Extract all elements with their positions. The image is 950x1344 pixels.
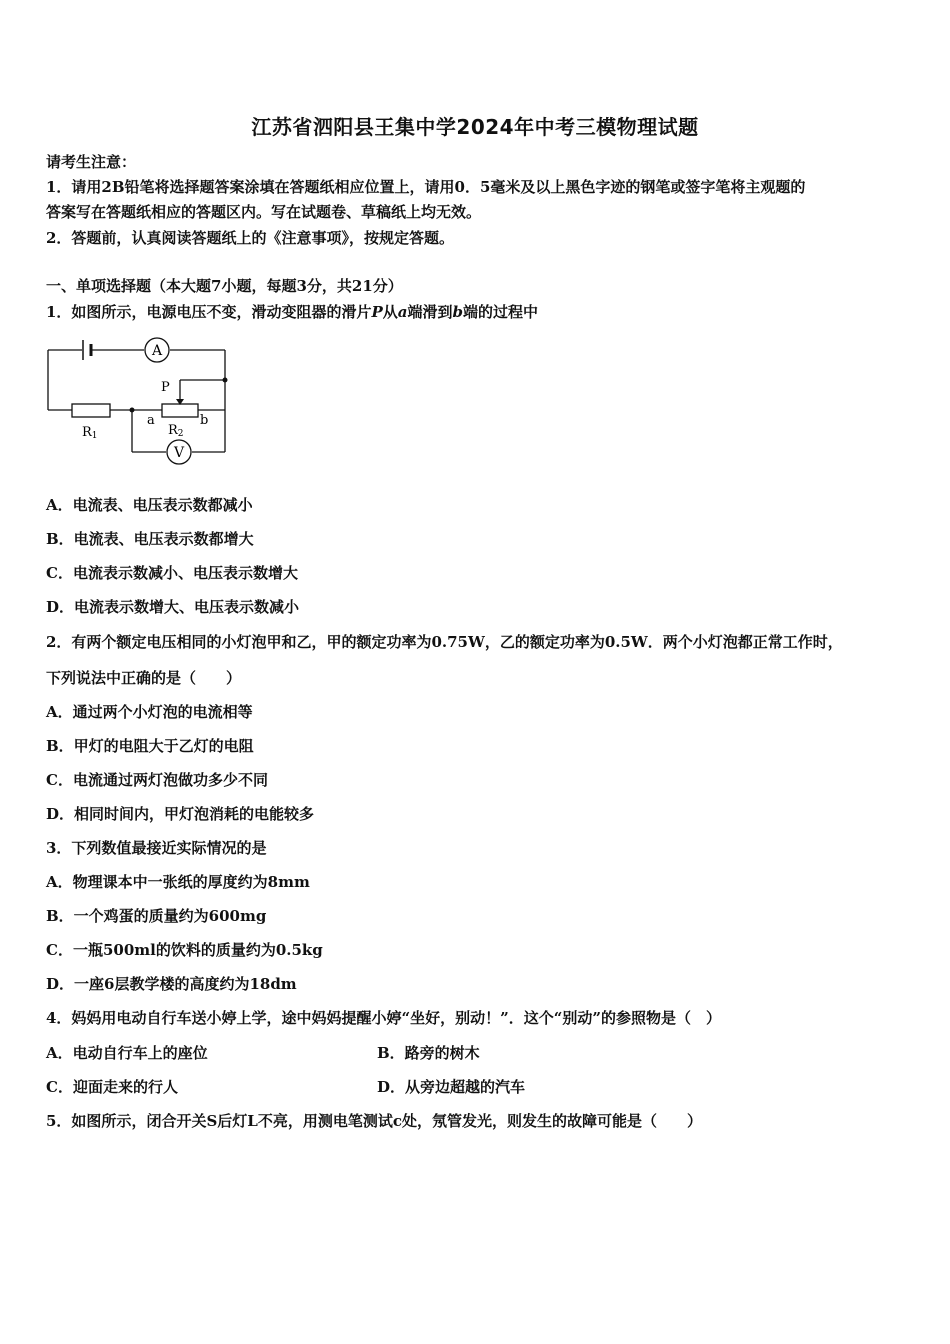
q1-option-a: A．电流表、电压表示数都减小	[46, 496, 253, 514]
q3-option-c: C．一瓶500ml的饮料的质量约为0.5kg	[46, 941, 323, 959]
r2-rheostat	[162, 404, 198, 417]
q2-stem-line-2: 下列说法中正确的是（ ）	[46, 669, 242, 687]
q3-option-a: A．物理课本中一张纸的厚度约为8mm	[46, 873, 310, 891]
q3-stem: 3．下列数值最接近实际情况的是	[46, 839, 267, 857]
section-1-heading: 一、单项选择题（本大题7小题，每题3分，共21分）	[46, 277, 403, 295]
voltmeter-symbol	[167, 440, 191, 464]
r1-resistor	[72, 404, 110, 417]
slider-label: P	[161, 380, 170, 395]
q2-option-a: A．通过两个小灯泡的电流相等	[46, 703, 253, 721]
notice-item-2: 2．答题前，认真阅读答题纸上的《注意事项》，按规定答题。	[46, 229, 454, 247]
q1-option-c: C．电流表示数减小、电压表示数增大	[46, 564, 298, 582]
q2-stem-line-1: 2．有两个额定电压相同的小灯泡甲和乙，甲的额定功率为0.75W，乙的额定功率为0.5W．两个小灯泡都正常工作时，	[46, 633, 843, 651]
notice-heading: 请考生注意：	[46, 153, 137, 171]
q1-option-d: D．电流表示数增大、电压表示数减小	[46, 598, 300, 616]
q4-option-b: B．路旁的树木	[377, 1044, 480, 1062]
svg-text:V: V	[173, 445, 185, 461]
q4-option-d: D．从旁边超越的汽车	[377, 1078, 526, 1096]
page-title: 江苏省泗阳县王集中学2024年中考三模物理试题	[251, 115, 699, 139]
q4-option-c: C．迎面走来的行人	[46, 1078, 178, 1096]
q4-option-a: A．电动自行车上的座位	[46, 1044, 208, 1062]
q4-stem: 4．妈妈用电动自行车送小婷上学，途中妈妈提醒小婷“坐好，别动！”．这个“别动”的参照物是（ ）	[46, 1009, 721, 1027]
notice-item-1-line-2: 答案写在答题纸相应的答题区内。写在试题卷、草稿纸上均无效。	[46, 203, 482, 221]
q3-option-b: B．一个鸡蛋的质量约为600mg	[46, 907, 267, 925]
r1-label: R1	[82, 425, 98, 441]
q2-option-b: B．甲灯的电阻大于乙灯的电阻	[46, 737, 254, 755]
notice-item-1-line-1: 1．请用2B铅笔将选择题答案涂填在答题纸相应位置上，请用0．5毫米及以上黑色字迹的钢笔或签字笔将主观题的	[46, 178, 806, 196]
r2-label: R2	[168, 423, 184, 439]
battery-symbol	[83, 340, 91, 360]
q2-option-d: D．相同时间内，甲灯泡消耗的电能较多	[46, 805, 315, 823]
ammeter-symbol	[145, 338, 169, 362]
q1-stem: 1．如图所示，电源电压不变，滑动变阻器的滑片P从a端滑到b端的过程中	[46, 303, 539, 321]
q5-stem: 5．如图所示，闭合开关S后灯L不亮，用测电笔测试c处，氖管发光，则发生的故障可能是（ ）	[46, 1112, 702, 1130]
q1-circuit-diagram	[40, 332, 240, 472]
svg-text:A: A	[151, 343, 163, 359]
q1-option-b: B．电流表、电压表示数都增大	[46, 530, 254, 548]
q2-option-c: C．电流通过两灯泡做功多少不同	[46, 771, 268, 789]
q3-option-d: D．一座6层教学楼的高度约为18dm	[46, 975, 297, 993]
end-a-label: a	[147, 413, 155, 428]
end-b-label: b	[200, 413, 209, 428]
